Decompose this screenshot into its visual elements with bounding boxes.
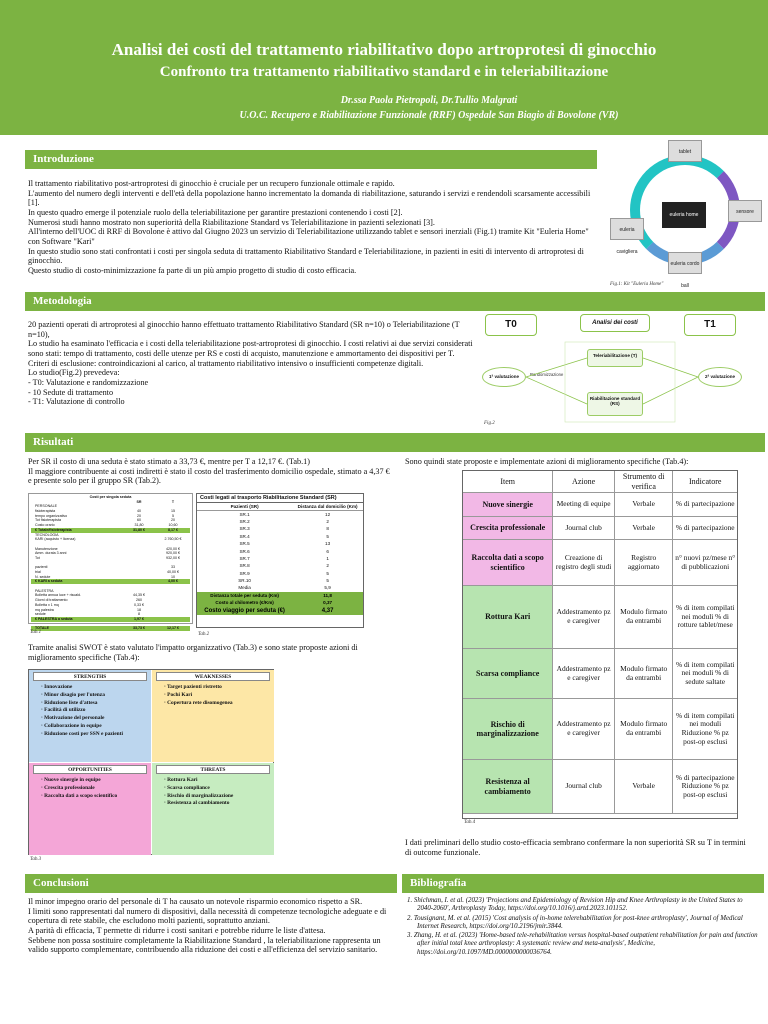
tab2-caption: Tab.2 — [198, 632, 210, 637]
tab2-patient: SR.7 — [239, 555, 250, 561]
tab2-total-label: Costo viaggio per seduta (€) — [197, 606, 292, 615]
tab2-distance: 12 — [325, 511, 331, 517]
tab1-t: 4,00 € — [168, 579, 178, 584]
fig2-caption: Fig.2 — [484, 421, 495, 426]
intro-line: Il trattamento riabilitativo post-artroprotesi di ginocchio è cruciale per un recupero funzionale ottimale e rapido. — [28, 179, 395, 188]
tab1-sr: 40 — [137, 509, 141, 514]
tab2-patient: SR.5 — [239, 541, 250, 547]
tab1-label: sedute — [35, 612, 46, 617]
tab2-row — [197, 547, 363, 554]
tab1-label: Bolletta annua luce + riscald. — [35, 593, 82, 598]
results-text — [28, 457, 393, 486]
tab2-patient: SR.9 — [239, 570, 250, 576]
random-label: Randomizzazione — [530, 372, 564, 377]
conclusion-line: Sebbene non possa sostituire completamente la Riabilitazione Standard , la teleriabilitazione rappresenta un valido supporto complementare, contribuendo alla riduzione dei costi e all'efficienza del servizio sanitario. — [28, 935, 381, 955]
tab4-tool: Verbale — [615, 760, 674, 813]
tab1-label: Manutenzione — [35, 546, 58, 551]
t1-box: T1 — [684, 314, 736, 336]
tab4-header-cell: Strumento di verifica — [615, 471, 674, 492]
tab1-t: 8,17 € — [168, 527, 178, 532]
tab4-item: Raccolta dati a scopo scientifico — [463, 540, 553, 585]
tab1-t: 40,00 € — [167, 570, 179, 574]
conclusion-line: A parità di efficacia, T permette di ridurre i costi sanitari e potrebbe ridurre le liste d'attesa. — [28, 926, 326, 936]
intro-line: In questo studio sono stati confrontati i costi per singola seduta di trattamento Riabilitativo Standard e Teleriabilitazione, in pazienti in esiti di intervento di artroprotesi di ginocchio. — [28, 246, 584, 266]
conclusion-line: Il minor impegno orario del personale di T ha causato un notevole risparmio economico rispetto a SR. — [28, 897, 363, 906]
tab2-total-row — [197, 606, 363, 615]
tab2-total-value: 4,37 — [292, 606, 363, 615]
tab2-distance: 5 — [326, 578, 329, 584]
tab1-label: KARI (acquisto + licenza) — [35, 537, 76, 542]
tab1-label: trial — [35, 570, 41, 574]
tab1-caption: Tab.1 — [30, 630, 42, 635]
tab1-sr: SR — [136, 499, 142, 504]
tab1-label: € Totale/fisioterapista — [35, 527, 72, 532]
tab1-rows — [31, 500, 190, 631]
swot-item-strengths: · Minor disagio per l'utenza — [41, 691, 105, 698]
tab2-total-label: Distanza totale per seduta (Km) — [197, 592, 292, 599]
tab2-distance: 2 — [326, 563, 329, 569]
tab2-distance: 1 — [326, 555, 329, 561]
tab1-t: 920,00 € — [166, 551, 180, 556]
tab1-t: 10 — [171, 574, 175, 579]
tab4-action: Addestramento pz e caregiver — [553, 586, 615, 648]
intro-line: L'aumento del numero degli interventi e dell'età della popolazione hanno incrementato la domanda di riabilitazione, saturando i servizi e rendendoli scarsamente accessibili [1]. — [28, 188, 591, 208]
tab1-t: 15 — [171, 509, 175, 514]
swot-item-strengths: · Riduzione costi per SSN e pazienti — [41, 730, 123, 737]
method-heading: Metodologia — [25, 292, 765, 311]
tab4-row — [463, 517, 737, 540]
first-eval: 1ª valutazione — [482, 367, 526, 387]
tab2-row — [197, 570, 363, 577]
tab4-action: Journal club — [553, 517, 615, 539]
tab1-label: tempo organizzativo — [35, 513, 68, 518]
swot-item-opportunities: · Raccolta dati a scopo scientifico — [41, 792, 118, 799]
tab2-table — [197, 503, 363, 615]
tab2-patient: SR.8 — [239, 563, 250, 569]
tab1-row — [31, 626, 190, 631]
tab4-item: Nuove sinergie — [463, 493, 553, 516]
swot-strengths — [29, 670, 151, 762]
tab1-label: TECNOLOGIA — [35, 532, 59, 537]
tab1-sr: 260 — [136, 598, 142, 603]
tab2-patient: SR.10 — [238, 578, 251, 584]
tab4-indicator: % di partecipazione — [675, 522, 735, 532]
tab2-row — [197, 525, 363, 532]
tab1-label: Bolletta x 1 mq — [35, 602, 59, 607]
tab4-row — [463, 540, 737, 586]
tab4-action: Journal club — [553, 760, 615, 813]
tab4-row — [463, 760, 737, 814]
poster-title: Analisi dei costi del trattamento riabilitativo dopo artroprotesi di ginocchio — [111, 40, 657, 59]
tab1-label: € PALESTRA a seduta — [35, 616, 73, 621]
tab1-t: 33 — [171, 565, 175, 570]
tab2-patient: SR.2 — [239, 518, 250, 524]
tab2-patient: SR.3 — [239, 526, 250, 532]
tab2-row — [197, 510, 363, 517]
tab4-tool: Verbale — [615, 493, 674, 516]
tab4-indicator: n° nuovi pz/mese n° di pubblicazioni — [675, 552, 736, 571]
analysis-box: Analisi dei costi — [580, 314, 650, 332]
bibliography-list — [405, 897, 760, 958]
cavigliera-node: euleria cavigliera — [610, 218, 644, 240]
swot-item-threats: · Resistenza al cambiamento — [164, 800, 230, 807]
tab4-row — [463, 649, 737, 699]
tab1-t: 932,00 € — [166, 555, 180, 560]
table-costs-per-session — [28, 493, 193, 631]
tab2-row — [197, 577, 363, 584]
tab1-sr: 1,97 € — [134, 616, 144, 621]
tab1-sr: 8 — [138, 612, 140, 617]
swot-opportunities — [29, 763, 151, 855]
tab1-t: 12,17 € — [167, 626, 179, 631]
method-line: Lo studio ha esaminato l'efficacia e i costi della teleriabilitazione post-artroprotesi di ginocchio. I costi relativi ai due servizi considerati sono stati: tempo di trattamento, costi delle utenze per RS e costi di acquisto, manutenzione e ammortamento dei dispositivi per T. — [28, 339, 473, 359]
tab2-distance: 8 — [326, 526, 329, 532]
tele-box: Teleriabilitazione (T) — [587, 349, 643, 367]
fig1-caption: Fig.1: Kit "Euleria Home" — [610, 282, 664, 287]
method-line: - T0: Valutazione e randomizzazione — [28, 378, 149, 388]
tab4-indicator: % di partecipazione Riduzione % pz post-op esclusi — [675, 772, 735, 799]
tab1-label: pazienti — [35, 565, 48, 570]
swot-item-strengths: · Riduzione liste d'attesa — [41, 699, 98, 706]
table-transport-costs — [196, 493, 364, 628]
tab2-title: Costi legati al trasporto Riabilitazione Standard (SR) — [197, 494, 363, 503]
results-right-intro: Sono quindi state proposte e implementate azioni di miglioramento specifiche (Tab.4): — [405, 457, 689, 466]
conclusions-heading: Conclusioni — [25, 874, 397, 893]
tab2-total-label: Costo al chilometro (€/Km) — [197, 599, 292, 606]
tab1-label: PERSONALE — [35, 504, 57, 509]
figure-study-design — [480, 312, 765, 424]
tab3-caption: Tab.3 — [30, 857, 42, 862]
swot-item-threats: · Rischio di marginalizzazione — [164, 792, 234, 799]
swot-item-weaknesses: · Pochi Kari — [164, 691, 193, 698]
swot-threats — [152, 763, 274, 855]
improvement-actions-table — [462, 470, 738, 819]
tab2-distance: 5 — [326, 533, 329, 539]
tab4-tool: Verbale — [615, 517, 674, 539]
reference: 3. Zhang, H. et al. (2023) 'Home-based tele-rehabilitation versus hospital-based outpatient rehabilitation for pain and function after initial total knee arthroplasty: A systematic review and meta-analysis', Medicine, https://doi.org/10.1097/MD.0000000000036764. — [407, 932, 758, 956]
tab1-t: 20 — [171, 518, 175, 523]
tab1-sr: 18 — [137, 607, 141, 612]
reference: 1. Shichman, I. et al. (2023) 'Projections and Epidemiology of Revision Hip and Knee Arthroplasty in the United States to 2040-2060', Arthroplasty Today, https://doi.org/10.1016/j.artd.2023.101152. — [407, 897, 743, 913]
poster-subtitle: Confronto tra trattamento riabilitativo standard e in teleriabilitazione — [159, 64, 609, 80]
tab1-label: mq palestra — [35, 607, 54, 612]
tab1-t: T — [171, 499, 175, 504]
tab1-label: PALESTRA — [35, 588, 54, 593]
tab4-header-row — [463, 471, 737, 493]
euleria-home-center: euleria home — [662, 202, 706, 228]
intro-line: Questo studio di costo-minimizzazione fa parte di un più ampio progetto di studio di costo efficacia. — [28, 266, 357, 276]
threats-title: THREATS — [156, 765, 270, 774]
tab1-title: Costi per singola seduta — [89, 495, 132, 499]
tab1-label: Tot fisioterapista — [35, 518, 61, 523]
tab4-row — [463, 586, 737, 649]
t0-box: T0 — [485, 314, 537, 336]
strengths-title: STRENGTHS — [33, 672, 147, 681]
tab1-sr: 31,80 € — [133, 527, 145, 532]
swot-item-opportunities: · Crescita professionale — [41, 784, 95, 791]
tab4-indicator: % di partecipazione — [675, 499, 735, 509]
tab2-total-value: 11,8 — [292, 592, 363, 599]
cordo-ball-node: euleria cordo ball — [668, 252, 702, 274]
swot-intro: Tramite analisi SWOT è stato valutato l'impatto organizzativo (Tab.3) e sono state proposte azioni di miglioramento specifiche (Tab.4): — [28, 643, 358, 662]
method-line: 20 pazienti operati di artroprotesi al ginocchio hanno effettuato trattamento Riabilitativo Standard (SR n=10) o Teleriabilitazione (T n=10), — [28, 320, 460, 339]
tab1-label: Amm. durata 3 anni — [35, 551, 67, 556]
opportunities-title: OPPORTUNITIES — [33, 765, 147, 774]
standard-box: Riabilitazione standard (RS) — [587, 392, 643, 416]
swot-item-threats: · Rottura Kari — [164, 777, 198, 783]
tab1-sr: 0,33 € — [134, 602, 144, 607]
tab2-row — [197, 533, 363, 540]
intro-heading: Introduzione — [25, 150, 597, 169]
tablet-node: tablet — [668, 140, 702, 162]
method-line: - T1: Valutazione di controllo — [28, 397, 125, 407]
tab2-total-row — [197, 592, 363, 599]
tab1-sr: 31,80 — [134, 523, 144, 528]
tab4-indicator: % di item compilati nei moduli % di rotture tablet/mese — [675, 603, 735, 630]
tab1-sr: 20 — [137, 513, 141, 518]
tab4-indicator: % di item compilati nei moduli % di sedute saltate — [675, 659, 735, 686]
flow-arrows — [480, 312, 765, 424]
conclusions-text — [28, 897, 398, 955]
tab1-label: TOTALE — [35, 626, 50, 631]
results-line: Il maggiore contribuente ai costi indiretti è stato il costo del trasferimento domicilio ospedale, stimato a 4,37 € e presente solo per il gruppo SR (Tab.2). — [28, 466, 390, 486]
authors: Dr.ssa Paola Pietropoli, Dr.Tullio Malgrati — [340, 95, 518, 106]
bibliography-heading: Bibliografia — [402, 874, 764, 893]
tab4-action: Addestramento pz e caregiver — [553, 699, 615, 759]
tab4-indicator: % di item compilati nei moduli Riduzione % pz post-op esclusi — [675, 710, 735, 746]
swot-item-strengths: · Facilità di utilizzo — [41, 707, 86, 714]
results-heading: Risultati — [25, 433, 765, 452]
intro-line: All'interno dell'UOC di RRF di Bovolone è attivo dal Giugno 2023 un servizio di Teleriabilitazione utilizzando tablet e sensori inerziali (Fig.1) tramite Kit "Euleria Home" con Software "Kari" — [28, 227, 589, 247]
swot-item-threats: · Scarsa compliance — [164, 784, 210, 791]
intro-line: In questo quadro emerge il potenziale ruolo della teleriabilitazione per garantire prestazioni contenendo i costi [2]. — [28, 208, 403, 218]
tab4-row — [463, 699, 737, 760]
tab1-label: € KARI a seduta — [35, 579, 63, 584]
swot-item-strengths: · Motivazione del personale — [41, 715, 105, 722]
tab1-label: Giorni di trattamento — [35, 598, 68, 603]
tab4-action: Meeting di equipe — [553, 493, 615, 516]
swot-item-strengths: · Collaborazione in equipe — [41, 723, 102, 730]
tab1-t: 10,60 — [168, 523, 178, 528]
tab2-distance: 13 — [325, 541, 331, 547]
tab4-header-cell: Azione — [553, 471, 615, 492]
method-line: Criteri di esclusione: controindicazioni al carico, al trattamento riabilitativo intensivo o insufficienti competenze digitali. — [28, 358, 424, 368]
swot-item-weaknesses: · Target pazienti ristretto — [164, 684, 222, 690]
tab1-label: Tot — [35, 555, 40, 560]
swot-weaknesses — [152, 670, 274, 762]
institution: U.O.C. Recupero e Riabilitazione Funzionale (RRF) Ospedale San Biagio di Bovolone (VR) — [239, 110, 619, 121]
tab4-item: Rottura Kari — [463, 586, 553, 648]
tab2-patient: SR.4 — [239, 533, 250, 539]
tab2-row — [197, 555, 363, 562]
swot-item-opportunities: · Nuove sinergie in equipe — [41, 777, 101, 783]
tab4-tool: Registro aggiornato — [615, 540, 674, 585]
tab2-row — [197, 540, 363, 547]
tab2-distance: 5,9 — [324, 585, 331, 591]
tab1-t: 420,00 € — [166, 546, 180, 551]
preliminary-note: I dati preliminari dello studio costo-efficacia sembrano confermare la non superiorità SR su T in termini di outcome funzionale. — [405, 838, 746, 857]
tab1-label: N. sedute — [35, 574, 51, 579]
tab1-t: 5 — [172, 513, 174, 518]
tab1-sr: 44,35 € — [133, 593, 145, 598]
conclusion-line: I limiti sono rappresentati dal numero di dispositivi, dalla necessità di competenze tecnologiche adeguate e di copertura di rete stabile, che escludono molti pazienti, soprattutto anziani. — [28, 906, 387, 926]
tab2-total-value: 0,37 — [292, 599, 363, 606]
tab2-patient: SR.1 — [239, 511, 250, 517]
tab2-total-row — [197, 599, 363, 606]
tab2-patient: Media — [238, 585, 251, 591]
tab4-item: Rischio di marginalizzazione — [463, 699, 553, 759]
second-eval: 2ª valutazione — [698, 367, 742, 387]
method-line: Lo studio(Fig.2) prevedeva: — [28, 368, 120, 378]
reference: 2. Tousignant, M. et al. (2015) 'Cost analysis of in-home telerehabilitation for post-knee arthroplasty', Journal of Medical Internet Research, https://doi.org/10.2196/jmir.3844. — [407, 914, 743, 930]
tab4-action: Creazione di registro degli studi — [553, 540, 615, 585]
swot-item-weaknesses: · Copertura rete disomogenea — [164, 699, 233, 706]
tab2-col1: Pazienti (SR) — [197, 503, 292, 510]
tab4-item: Scarsa compliance — [463, 649, 553, 698]
swot-item-strengths: · Innovazione — [41, 684, 73, 690]
tab4-tool: Modulo firmato da entrambi — [615, 586, 674, 648]
tab4-header-cell: Item — [463, 471, 553, 492]
intro-text — [28, 179, 598, 276]
tab1-label: fisioterapista — [35, 509, 56, 514]
tab4-item: Crescita professionale — [463, 517, 553, 539]
tab4-row — [463, 493, 737, 517]
tab2-distance: 5 — [326, 570, 329, 576]
tab1-sr: 60 — [137, 518, 141, 523]
tab1-sr: 33,73 € — [133, 626, 145, 631]
tab1-label: Costo orario — [35, 523, 55, 528]
swot-table — [28, 669, 274, 855]
tab4-caption: Tab.4 — [464, 820, 476, 825]
tab2-patient: SR.6 — [239, 548, 250, 554]
tab2-distance: 6 — [326, 548, 329, 554]
tab4-tool: Modulo firmato da entrambi — [615, 699, 674, 759]
poster-header — [0, 0, 768, 135]
sensor-node: sensore — [728, 200, 762, 222]
tab2-row — [197, 518, 363, 525]
tab2-col2: Distanza dal domicilio (Km) — [292, 503, 363, 510]
tab4-tool: Modulo firmato da entrambi — [615, 649, 674, 698]
tab4-header-cell: Indicatore — [689, 476, 722, 486]
tab2-row — [197, 584, 363, 591]
tab4-item: Resistenza al cambiamento — [463, 760, 553, 813]
tab1-t: 2.760,50 € — [164, 537, 182, 542]
tab4-action: Addestramento pz e caregiver — [553, 649, 615, 698]
intro-line: Numerosi studi hanno mostrato non superiorità della Riabilitazione Standard vs Teleriabilitazione in pazienti selezionati [3]. — [28, 217, 435, 227]
results-line: Per SR il costo di una seduta è stato stimato a 33,73 €, mentre per T a 12,17 €. (Tab.1) — [28, 457, 310, 466]
weaknesses-title: WEAKNESSES — [156, 672, 270, 681]
tab2-row — [197, 562, 363, 569]
tab2-distance: 2 — [326, 518, 329, 524]
method-text — [28, 320, 478, 407]
method-line: - 10 Sedute di trattamento — [28, 387, 114, 397]
